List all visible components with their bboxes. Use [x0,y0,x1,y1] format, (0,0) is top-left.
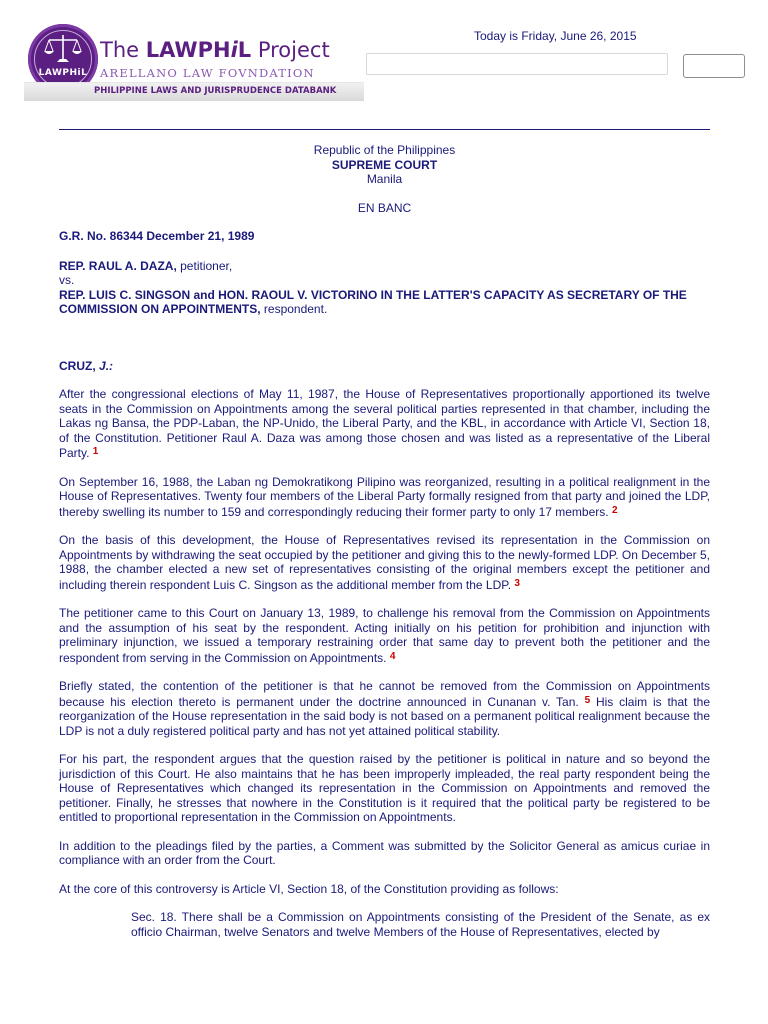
petitioner-name: REP. RAUL A. DAZA, [59,258,177,273]
court-name: SUPREME COURT [331,157,438,172]
republic-line: Republic of the Philippines [313,143,456,157]
header-divider [59,129,710,130]
footnote-1-link[interactable]: 1 [92,446,99,457]
scales-of-justice-icon [42,32,84,66]
paragraph-6: For his part, the respondent argues that the question raised by the petitioner is political in nature and so beyond the jurisdiction of this Court. He also maintains that he has been improperly impleaded, the real party respondent being the House of Representatives which changed its representation in the Commission on Appointments and removed the petitioner. Finally, he stresses that nowhere in the Constitution is it required that the political party be registered to be entitled to proportional representation in the Commission on Appointments. [59,752,710,824]
respondent-role: respondent. [260,302,328,316]
paragraph-7: In addition to the pleadings filed by the parties, a Comment was submitted by the Solicitor General as amicus curiae in compliance with an order from the Court. [59,838,710,867]
paragraph-1: After the congressional elections of May 11, 1987, the House of Representatives proportionally apportioned its twelve seats in the Commission on Appointments among the several political parties represented in that chamber, including the Lakas ng Bansa, the PDP-Laban, the NP-Unido, the Liberal Party, and the KBL, in accordance with Article VI, Section 18, of the Constitution. Petitioner Raul A. Daza was among those chosen and was listed as a representative of the Liberal Party. $^1$ [59,387,710,460]
search-input[interactable] [366,53,668,75]
paragraph-8: At the core of this controversy is Article VI, Section 18, of the Constitution providing as follows: [59,881,559,896]
paragraph-5: Briefly stated, the contention of the petitioner is that he cannot be removed from the Commission on Appointments because his election thereto is permanent under the doctrine announced in Cunanan v. Tan. $^5$ His claim is that the reorganization of the House representation in the said body is not based on a permanent political realignment because the LDP is not a duly registered political party and has not yet attained political stability. [59,679,710,738]
seal-text: LAWPHiL [38,68,88,78]
respondent-name: REP. LUIS C. SINGSON and HON. RAOUL V. VICTORINO IN THE LATTER'S CAPACITY AS SECRETARY OF THE COMMISSION ON APPOINTMENTS, [59,287,687,316]
brand-title: The LAWPHiL Project [100,38,330,62]
databank-banner [24,82,364,101]
footnote-2-link[interactable]: 2 [611,504,618,516]
division: EN BANC [357,200,412,215]
decision-document [59,143,710,939]
quoted-provision: Sec. 18. There shall be a Commission on Appointments consisting of the President of the Senate, as ex officio Chairman, twelve Senators and twelve Members of the House of Representatives, elected by [131,910,710,939]
paragraph-3: On the basis of this development, the House of Representatives revised its representation in the Commission on Appointments by withdrawing the seat occupied by the petitioner and giving this to the newly-formed LDP. On December 5, 1988, the chamber elected a new set of representatives consisting of the original members except the petitioner and including therein respondent Luis C. Singson as the additional member from the LDP. $^3$ [59,533,710,592]
respondent-line [59,288,710,317]
paragraph-4: The petitioner came to this Court on January 13, 1989, to challenge his removal from the Commission on Appointments and the assumption of his seat by the respondent. Acting initially on his petition for prohibition and injunction with preliminary injunction, we issued a temporary restraining order that same day to prevent both the petitioner and the respondent from serving in the Commission on Appointments. $^4$ [59,606,710,665]
databank-label: PHILIPPINE LAWS AND JURISPRUDENCE DATABANK [94,86,337,96]
court-heading [59,143,710,215]
case-number: G.R. No. 86344 December 21, 1989 [59,229,255,243]
footnote-4-link[interactable]: 4 [389,650,396,662]
footnote-5-link[interactable]: 5 [584,694,591,706]
search-button[interactable] [683,54,745,78]
petitioner-role: petitioner, [176,258,233,273]
petitioner-line [59,259,710,274]
current-date: Today is Friday, June 26, 2015 [474,29,637,43]
ponente: CRUZ, J.: [59,358,114,373]
footnote-3-link[interactable]: 3 [514,577,520,589]
paragraph-2: On September 16, 1988, the Laban ng Demokratikong Pilipino was reorganized, resulting in a political realignment in the House of Representatives. Twenty four members of the Liberal Party formally resigned from that party and joined the LDP, thereby swelling its number to 159 and correspondingly reducing their former party to only 17 members. $^2$ [59,474,710,519]
court-city: Manila [366,172,403,186]
versus: vs. [59,273,75,287]
site-logo[interactable] [24,22,364,104]
foundation-name: ARELLANO LAW FOVNDATION [100,66,315,80]
